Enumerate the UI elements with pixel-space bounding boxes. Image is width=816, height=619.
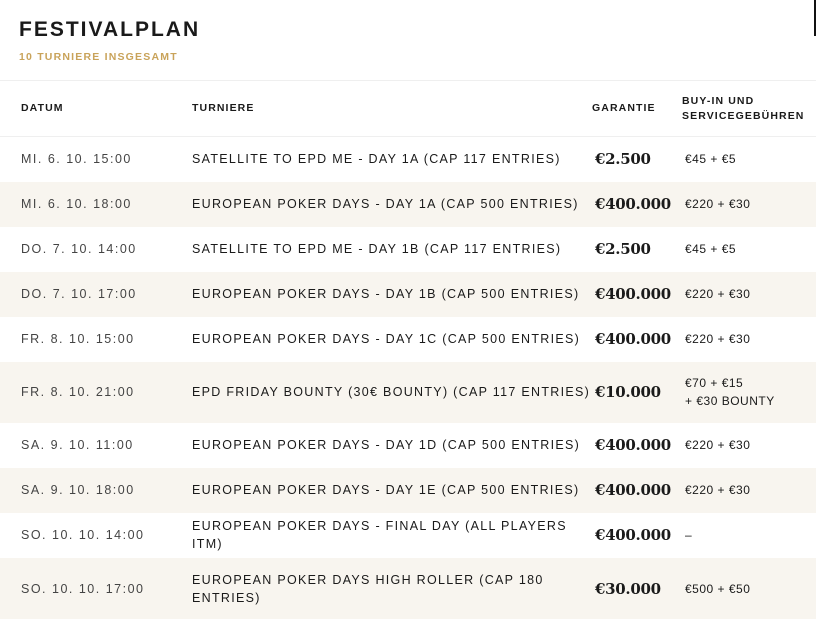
row-buyin — [682, 513, 816, 558]
row-tournament: EUROPEAN POKER DAYS - FINAL DAY (ALL PLAYERS ITM) — [192, 519, 567, 551]
schedule-table-body — [0, 137, 816, 619]
row-tournament: EUROPEAN POKER DAYS HIGH ROLLER (CAP 180 ENTRIES) — [192, 573, 544, 605]
table-row — [0, 317, 816, 362]
row-date: DO. 7. 10. 14:00 — [21, 242, 137, 256]
row-buyin-line: – — [685, 528, 693, 542]
row-buyin-line: €220 + €30 — [685, 287, 751, 301]
row-tournament: EUROPEAN POKER DAYS - DAY 1C (CAP 500 ENTRIES) — [192, 332, 581, 346]
row-buyin-line: €500 + €50 — [685, 582, 751, 596]
row-buyin — [682, 182, 816, 227]
table-row — [0, 558, 816, 619]
row-buyin-line: €220 + €30 — [685, 438, 751, 452]
column-header-buyin-line2: SERVICEGEBÜHREN — [682, 109, 805, 122]
row-buyin — [682, 317, 816, 362]
row-guarantee: €400.000 — [595, 436, 671, 454]
row-guarantee: €400.000 — [595, 526, 671, 544]
table-row — [0, 423, 816, 468]
row-buyin — [682, 362, 816, 423]
column-header-buyin — [682, 81, 816, 137]
row-buyin-line: €220 + €30 — [685, 332, 751, 346]
table-row — [0, 137, 816, 182]
row-tournament: SATELLITE TO EPD ME - DAY 1B (CAP 117 ENTRIES) — [192, 242, 562, 256]
row-buyin-line: €220 + €30 — [685, 197, 751, 211]
column-header-guarantee: GARANTIE — [592, 102, 656, 114]
column-header-buyin-line1: BUY-IN UND — [682, 94, 755, 107]
column-header-date: DATUM — [21, 102, 64, 114]
table-row — [0, 227, 816, 272]
row-buyin — [682, 137, 816, 182]
row-buyin — [682, 227, 816, 272]
row-guarantee: €2.500 — [595, 150, 651, 169]
table-row — [0, 362, 816, 423]
row-buyin-line: €45 + €5 — [685, 152, 737, 167]
schedule-table — [0, 80, 816, 619]
column-header-tournaments: TURNIERE — [192, 102, 255, 114]
row-guarantee: €400.000 — [595, 195, 671, 213]
row-buyin — [682, 558, 816, 619]
row-guarantee: €2.500 — [595, 240, 651, 258]
row-buyin — [682, 468, 816, 513]
row-date: FR. 8. 10. 15:00 — [21, 332, 135, 346]
row-guarantee: €30.000 — [595, 580, 661, 598]
row-guarantee: €400.000 — [595, 285, 671, 303]
row-tournament: EUROPEAN POKER DAYS - DAY 1B (CAP 500 ENTRIES) — [192, 287, 580, 301]
table-row — [0, 272, 816, 317]
row-buyin-line: + €30 BOUNTY — [685, 394, 775, 408]
row-guarantee: €10.000 — [595, 383, 661, 401]
row-buyin — [682, 272, 816, 317]
row-buyin-line: €220 + €30 — [685, 483, 751, 497]
row-buyin — [682, 423, 816, 468]
row-date: MI. 6. 10. 15:00 — [21, 152, 132, 167]
row-guarantee: €400.000 — [595, 330, 671, 348]
page-title: FESTIVALPLAN — [19, 18, 201, 41]
row-tournament: EUROPEAN POKER DAYS - DAY 1A (CAP 500 ENTRIES) — [192, 197, 579, 211]
tournament-count: 10 TURNIERE INSGESAMT — [19, 51, 178, 63]
row-date: SA. 9. 10. 18:00 — [21, 483, 135, 497]
table-row — [0, 513, 816, 558]
row-tournament: EPD FRIDAY BOUNTY (30€ BOUNTY) (CAP 117 ENTRIES) — [192, 385, 591, 399]
header-row — [0, 81, 816, 137]
festival-header — [19, 18, 200, 63]
schedule-table-head — [0, 81, 816, 137]
table-row — [0, 468, 816, 513]
row-tournament: EUROPEAN POKER DAYS - DAY 1E (CAP 500 ENTRIES) — [192, 483, 580, 497]
row-date: MI. 6. 10. 18:00 — [21, 197, 132, 211]
row-date: SO. 10. 10. 17:00 — [21, 582, 145, 596]
row-buyin-line: €45 + €5 — [685, 242, 737, 256]
row-date: SA. 9. 10. 11:00 — [21, 438, 134, 452]
row-date: FR. 8. 10. 21:00 — [21, 385, 135, 399]
row-guarantee: €400.000 — [595, 481, 671, 499]
row-date: SO. 10. 10. 14:00 — [21, 528, 145, 542]
row-buyin-line: €70 + €15 — [685, 376, 744, 390]
row-tournament: SATELLITE TO EPD ME - DAY 1A (CAP 117 ENTRIES) — [192, 152, 561, 167]
row-tournament: EUROPEAN POKER DAYS - DAY 1D (CAP 500 ENTRIES) — [192, 438, 581, 452]
row-date: DO. 7. 10. 17:00 — [21, 287, 137, 301]
table-row — [0, 182, 816, 227]
